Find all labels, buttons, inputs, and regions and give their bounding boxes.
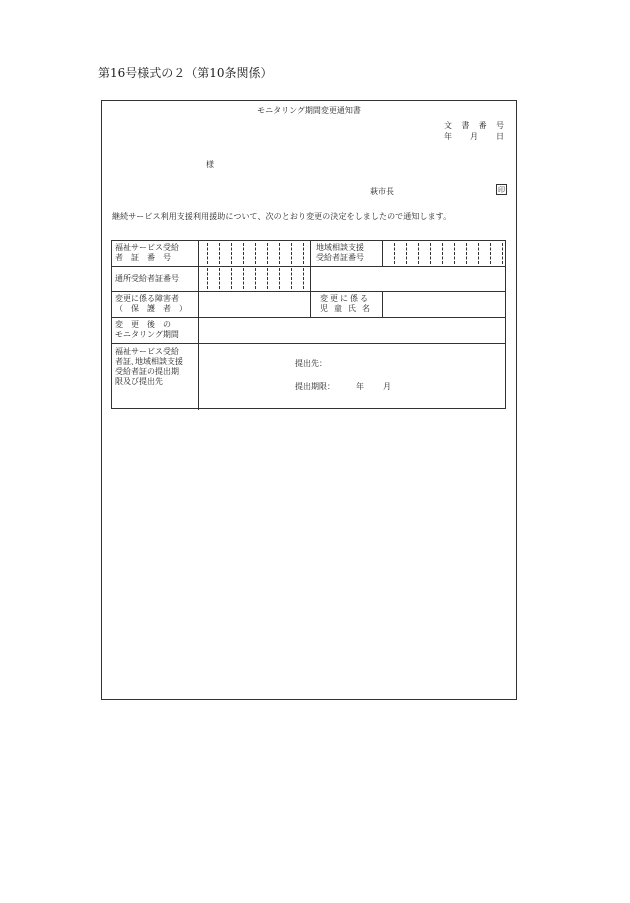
monitoring-period-label — [112, 320, 189, 340]
label-line: モニタリング期間 — [115, 330, 179, 339]
column-divider — [310, 291, 311, 317]
row-divider — [112, 266, 505, 267]
welfare-cert-number-boxes[interactable] — [207, 243, 315, 264]
intro-text: 継続サービス利用支援利用援助について、次のとおり変更の決定をしましたので通知します。 — [112, 212, 452, 221]
date-year: 年 — [444, 132, 452, 141]
digit-box[interactable] — [279, 243, 280, 264]
label-line: 者 証 番 号 — [115, 253, 171, 262]
welfare-cert-label — [112, 243, 189, 263]
digit-box[interactable] — [207, 268, 208, 289]
label-line: 者証､地域相談支援 — [115, 357, 183, 366]
doc-number-char: 文 — [444, 121, 452, 130]
document-date — [444, 131, 504, 142]
submission-label — [112, 347, 189, 387]
digit-box[interactable] — [303, 243, 304, 264]
digit-box[interactable] — [255, 243, 256, 264]
digit-box[interactable] — [303, 268, 304, 289]
digit-box[interactable] — [430, 243, 431, 264]
date-day: 日 — [496, 132, 504, 141]
doc-number-char: 号 — [495, 121, 504, 130]
label-line: 変 更 後 の — [115, 320, 171, 329]
digit-box[interactable] — [243, 268, 244, 289]
document-title: モニタリング期間変更通知書 — [257, 106, 361, 115]
disabled-person-label — [112, 294, 189, 314]
label-line: 児童氏名 — [320, 304, 376, 313]
day-care-cert-number-boxes[interactable] — [207, 268, 315, 289]
digit-box[interactable] — [442, 243, 443, 264]
digit-box[interactable] — [207, 243, 208, 264]
digit-box[interactable] — [255, 268, 256, 289]
digit-box[interactable] — [466, 243, 467, 264]
community-cert-number-boxes[interactable] — [394, 243, 514, 264]
submission-deadline-label: 提出期限： — [295, 382, 335, 391]
deadline-month: 月 — [383, 382, 391, 391]
digit-box[interactable] — [502, 243, 503, 264]
digit-box[interactable] — [231, 268, 232, 289]
issuer-name: 萩市長 — [370, 187, 394, 196]
document-number — [444, 120, 504, 131]
digit-box[interactable] — [231, 243, 232, 264]
deadline-year: 年 — [356, 382, 364, 391]
digit-box[interactable] — [243, 243, 244, 264]
digit-box[interactable] — [291, 243, 292, 264]
recipient-honorific: 様 — [206, 160, 214, 169]
digit-box[interactable] — [291, 268, 292, 289]
notice-document — [101, 100, 517, 700]
form-number-label: 第16号様式の２（第10条関係） — [98, 66, 273, 80]
digit-box[interactable] — [406, 243, 407, 264]
digit-box[interactable] — [279, 268, 280, 289]
digit-box[interactable] — [219, 243, 220, 264]
label-line: 地域相談支援 — [316, 243, 364, 252]
digit-box[interactable] — [454, 243, 455, 264]
doc-number-char: 番 — [478, 121, 487, 130]
seal-stamp: 印 — [498, 186, 505, 194]
monitoring-period-field[interactable] — [199, 318, 505, 342]
digit-box[interactable] — [418, 243, 419, 264]
child-name-field[interactable] — [383, 292, 505, 316]
label-line: 変更に係る — [320, 294, 370, 303]
label-line: 受給者証番号 — [316, 253, 364, 262]
label-line: 福祉サービス受給 — [115, 347, 179, 356]
notice-table — [111, 240, 506, 409]
doc-number-char: 書 — [461, 121, 470, 130]
community-cert-label — [313, 243, 380, 263]
child-name-label — [317, 294, 380, 314]
column-divider — [382, 241, 383, 266]
digit-box[interactable] — [219, 268, 220, 289]
digit-box[interactable] — [478, 243, 479, 264]
digit-box[interactable] — [490, 243, 491, 264]
row-divider — [112, 343, 505, 344]
digit-box[interactable] — [267, 268, 268, 289]
disabled-person-field[interactable] — [199, 292, 309, 316]
day-care-cert-label: 通所受給者証番号 — [115, 274, 179, 283]
digit-box[interactable] — [267, 243, 268, 264]
submission-destination-label: 提出先： — [295, 359, 327, 368]
label-line: 変更に係る障害者 — [115, 294, 179, 303]
label-line: 受給者証の提出期 — [115, 367, 179, 376]
label-line: （ 保 護 者 ） — [115, 304, 187, 313]
date-month: 月 — [470, 132, 478, 141]
label-line: 限及び提出先 — [115, 377, 163, 386]
digit-box[interactable] — [394, 243, 395, 264]
label-line: 福祉サービス受給 — [115, 243, 179, 252]
